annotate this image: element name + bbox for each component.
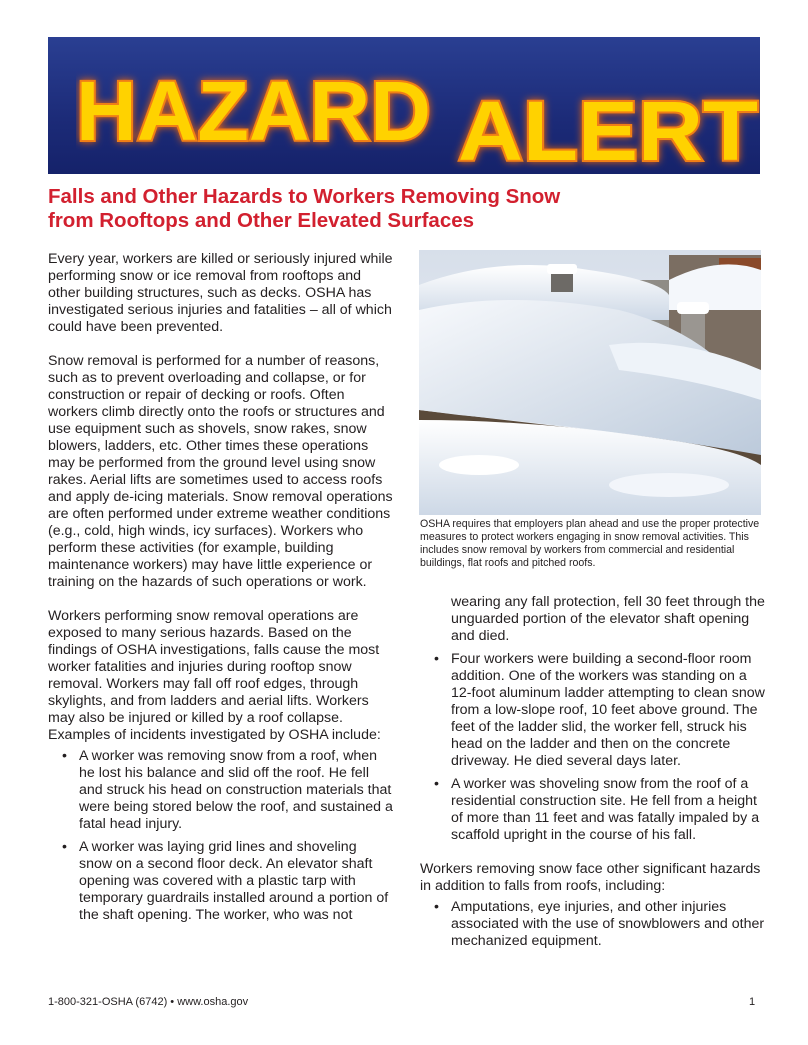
incident-list <box>48 748 393 924</box>
list-item <box>420 651 765 770</box>
bullet-icon: • <box>434 776 439 792</box>
incident-text: A worker was removing snow from a roof, when he lost his balance and slid off the roof. He fell and struck his head on construction materials that were being stored below the roof, and sustained a fatal head injury. <box>79 748 393 832</box>
incident-text: Four workers were building a second-floor room addition. One of the workers was standing on a 12-foot aluminum ladder attempting to clean snow from a low-slope roof, 10 feet above ground. The feet of the ladder slid, the worker fell, struck his head on the ladder and then on the concrete driveway. He died several days later. <box>451 651 765 769</box>
banner-word-alert: ALERT <box>458 84 758 175</box>
hazard-text: Amputations, eye injuries, and other injuries associated with the use of snowblowers and other mechanized equipment. <box>451 899 765 949</box>
intro-paragraph: Every year, workers are killed or seriously injured while performing snow or ice removal from rooftops and other building structures, such as decks. OSHA has investigated serious injuries and fatalities – all of which could have been prevented. <box>48 251 393 335</box>
bullet-icon: • <box>434 899 439 915</box>
page-title <box>48 185 748 233</box>
hazard-alert-banner <box>48 37 760 174</box>
snow-roof-photo <box>419 250 761 515</box>
incident-text: A worker was laying grid lines and shoveling snow on a second floor deck. An elevator shaft opening was covered with a plastic tarp with temporary guardrails installed around a portion of the shaft opening. The worker, who was not <box>79 839 389 923</box>
list-item <box>48 839 393 924</box>
left-column <box>48 251 393 930</box>
list-item <box>420 776 765 844</box>
snow-removal-paragraph: Snow removal is performed for a number of reasons, such as to prevent overloading and collapse, or for construction or repair of decking or roofs. Often workers climb directly onto the roofs or structures and use equipment such as shovels, snow rakes, snow blowers, ladders, etc. Other times these operations may be performed from the ground level using snow rakes. Aerial lifts are sometimes used to access roofs and apply de-icing materials. Snow removal operations are often performed under extreme weather conditions (e.g., cold, high winds, icy surfaces). Workers who perform these activities (for example, building maintenance workers) may have little experience or training on the hazards of such operations or work. <box>48 353 393 590</box>
other-hazards-paragraph: Workers removing snow face other significant hazards in addition to falls from roofs, including: <box>420 861 761 894</box>
page-number: 1 <box>749 996 756 1008</box>
other-hazards-list <box>420 899 765 950</box>
hazard-alert-logo <box>76 45 760 174</box>
incident-text: A worker was shoveling snow from the roof of a residential construction site. He fell from a height of more than 11 feet and was fatally impaled by a scaffold upright in the course of his fall. <box>451 776 760 843</box>
bullet-icon: • <box>434 651 439 667</box>
right-column <box>420 594 765 956</box>
list-item <box>48 748 393 833</box>
bullet-icon: • <box>62 839 67 855</box>
photo-caption: OSHA requires that employers plan ahead and use the proper protective measures to protect workers engaging in snow removal activities. This includes snow removal by workers from commercial and residential buildings, flat roofs and pitched roofs. <box>420 518 760 569</box>
snow-covered-roofs-image <box>419 250 761 515</box>
hazards-paragraph: Workers performing snow removal operations are exposed to many serious hazards. Based on the findings of OSHA investigations, falls cause the most worker fatalities and injuries during rooftop snow removal. Workers may fall off roof edges, through skylights, and from ladders and aerial lifts. Workers may also be injured or killed by a roof collapse. Examples of incidents investigated by OSHA include: <box>48 608 381 743</box>
bullet-icon: • <box>62 748 67 764</box>
title-line-1: Falls and Other Hazards to Workers Removing Snow <box>48 185 561 208</box>
incident-list-continued <box>420 651 765 844</box>
title-line-2: from Rooftops and Other Elevated Surfaces <box>48 209 475 232</box>
footer-contact: 1-800-321-OSHA (6742) • www.osha.gov <box>48 996 249 1008</box>
banner-word-hazard: HAZARD <box>76 64 432 158</box>
list-item <box>420 899 765 950</box>
incident-continuation: wearing any fall protection, fell 30 feet through the unguarded portion of the elevator shaft opening and died. <box>451 594 765 644</box>
